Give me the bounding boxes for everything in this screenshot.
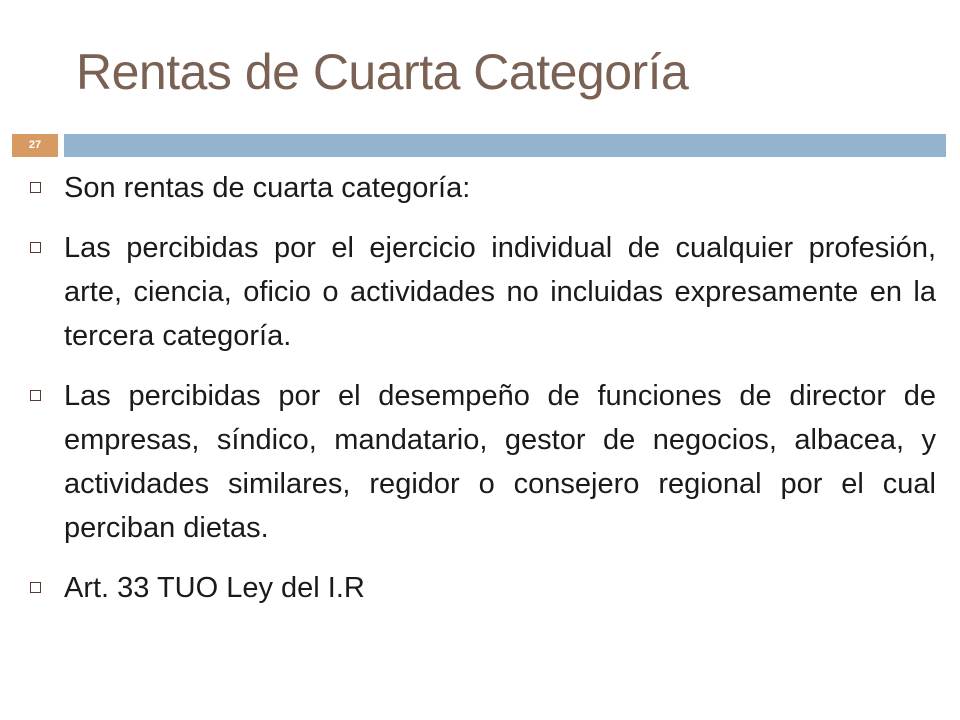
bullet-item xyxy=(24,226,936,358)
square-bullet-icon xyxy=(30,582,41,593)
bullet-text: Art. 33 TUO Ley del I.R xyxy=(64,572,365,604)
bullet-item xyxy=(24,166,936,210)
square-bullet-icon xyxy=(30,182,41,193)
bullet-item xyxy=(24,566,936,610)
header-bar xyxy=(64,134,946,157)
square-bullet-icon xyxy=(30,390,41,401)
bullet-text: Las percibidas por el desempeño de funciones de director de empresas, síndico, mandatario, gestor de negocios, albacea, y actividades similares, regidor o consejero regional por el cual perciban dietas. xyxy=(64,380,936,544)
slide-title: Rentas de Cuarta Categoría xyxy=(76,44,689,100)
bullet-item xyxy=(24,374,936,550)
bullet-text: Las percibidas por el ejercicio individual de cualquier profesión, arte, ciencia, oficio o actividades no incluidas expresamente en la tercera categoría. xyxy=(64,232,936,352)
square-bullet-icon xyxy=(30,242,41,253)
bullet-text: Son rentas de cuarta categoría: xyxy=(64,172,471,204)
page-number-badge: 27 xyxy=(12,134,58,157)
bullet-list xyxy=(24,166,936,626)
